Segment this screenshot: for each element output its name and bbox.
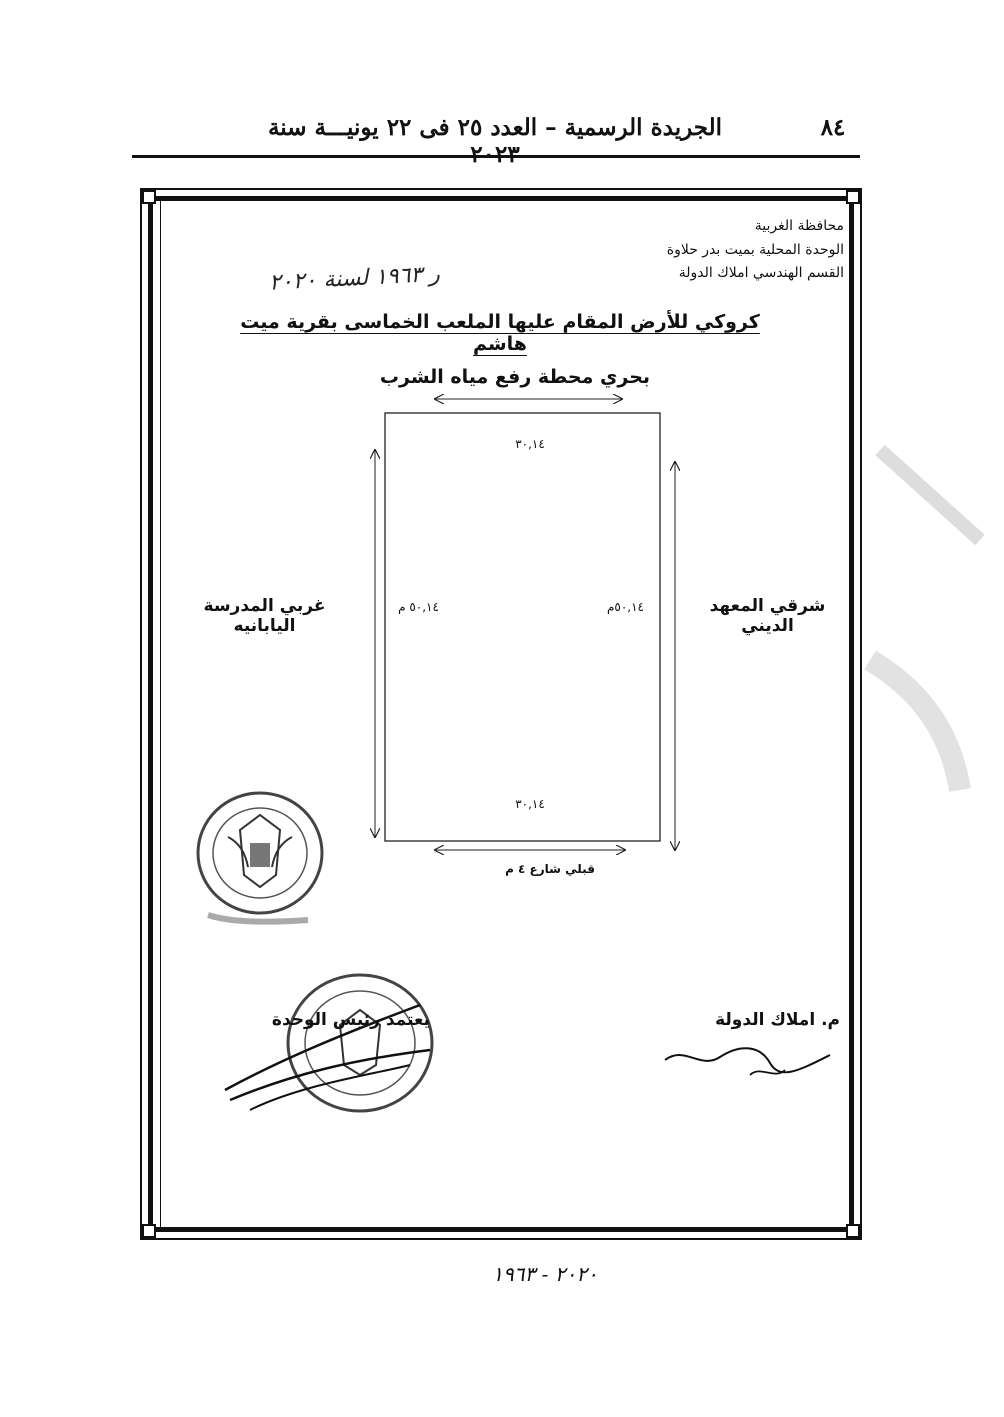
authority-governorate: محافظة الغربية xyxy=(754,218,844,234)
frame-corner-bottom-right xyxy=(846,1224,860,1238)
bottom-handwritten-note: ٢٠٢٠ - ١٩٦٣ xyxy=(492,1262,598,1286)
journal-title: الجريدة الرسمية – العدد ٢٥ فى ٢٢ يونيـــة سنة xyxy=(267,114,723,141)
frame-left-rule xyxy=(160,196,161,1232)
frame-corner-top-right xyxy=(846,190,860,204)
authority-local-unit: الوحدة المحلية بميت بدر حلاوة xyxy=(666,242,844,258)
boundary-north: بحري محطة رفع مياه الشرب xyxy=(379,366,651,388)
boundary-west: غربي المدرسة اليابانيه xyxy=(203,596,326,636)
dimension-bottom: ٣٠,١٤ xyxy=(515,797,545,811)
sketch-title: كروكي للأرض المقام عليها الملعب الخماسى بقرية ميت هاشم xyxy=(240,311,760,355)
boundary-south: قبلي شارع ٤ م xyxy=(505,862,595,876)
handwritten-reference: ر ١٩٦٣ لسنة ٢٠٢٠ xyxy=(268,261,441,296)
state-property-signature-icon xyxy=(660,1035,840,1095)
dimension-left: ٥٠,١٤ م xyxy=(398,600,439,614)
header-rule xyxy=(132,155,860,158)
signature-state-property-label: م. املاك الدولة xyxy=(715,1010,840,1030)
signature-unit-head-label: يعتمد رئيس الوحدة xyxy=(271,1010,430,1030)
cabinet-seal-icon xyxy=(188,775,338,935)
frame-corner-top-left xyxy=(142,190,156,204)
dimension-top: ٣٠,١٤ xyxy=(515,437,545,451)
page-number: ٨٤ xyxy=(820,114,846,141)
boundary-east: شرقي المعهد الديني xyxy=(709,596,826,636)
dimension-right: ٥٠,١٤م xyxy=(606,600,645,614)
watermark-icon xyxy=(860,430,1000,850)
authority-department: القسم الهندسي املاك الدولة xyxy=(678,265,844,281)
frame-corner-bottom-left xyxy=(142,1224,156,1238)
plot-outline xyxy=(385,413,660,841)
unit-seal-icon xyxy=(220,965,450,1135)
